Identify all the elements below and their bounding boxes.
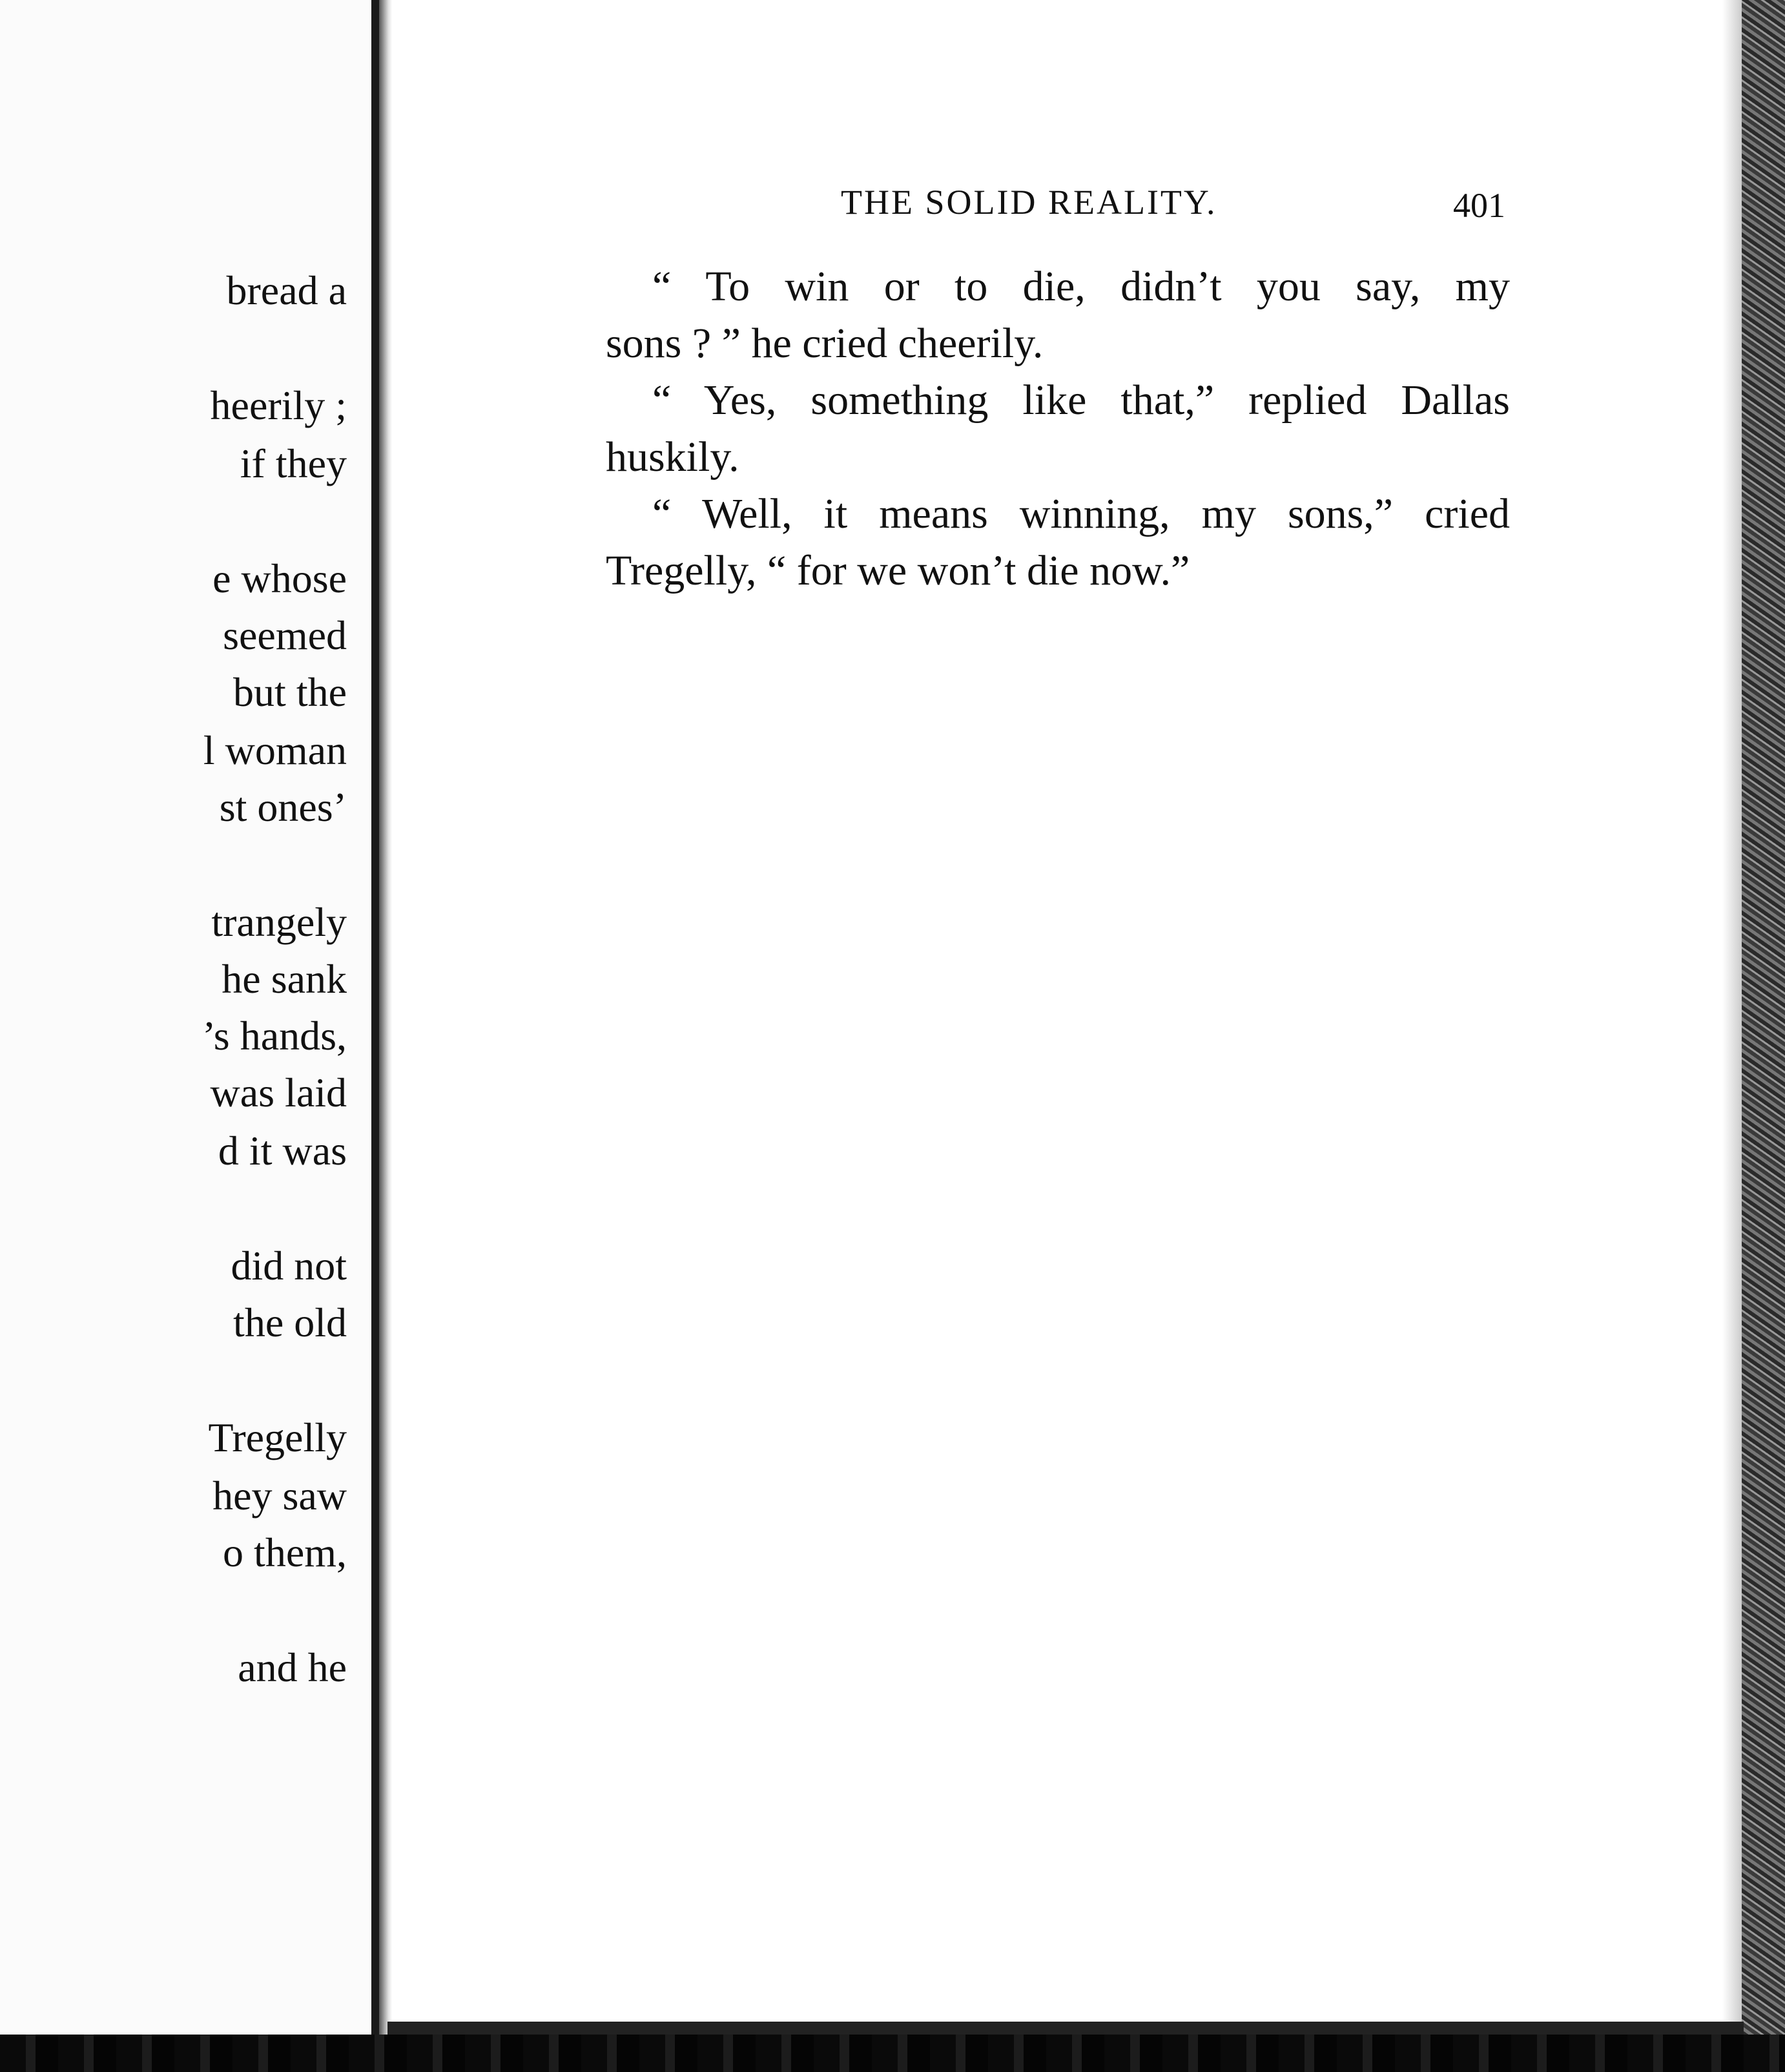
book-gutter-shadow <box>371 0 379 2035</box>
page-bottom-edge <box>387 2022 1744 2035</box>
running-head: THE SOLID REALITY. <box>841 183 1217 222</box>
left-page <box>0 0 371 2035</box>
left-page-line: hey saw <box>212 1473 347 1518</box>
page-number: 401 <box>1453 186 1505 225</box>
left-page-line: st ones’ <box>219 784 347 830</box>
left-page-line: did not <box>231 1243 347 1289</box>
left-page-line: bread a <box>226 267 347 313</box>
left-page-line: l woman <box>203 727 347 773</box>
left-page-line: he sank <box>222 956 347 1002</box>
left-page-line: o them, <box>223 1529 347 1575</box>
left-page-line: trangely <box>211 899 347 945</box>
left-page-line: was laid <box>210 1070 347 1115</box>
text-line: “ To win or to die, didn’t you say, my <box>652 263 1510 310</box>
text-line: huskily. <box>606 433 739 481</box>
left-page-line: e whose <box>212 555 347 601</box>
paragraph <box>606 258 1510 372</box>
left-page-line: the old <box>233 1300 347 1345</box>
text-line: sons ? ” he cried cheerily. <box>606 320 1044 367</box>
book-cover-edge <box>1742 0 1785 2035</box>
left-page-line: if they <box>240 440 347 486</box>
paragraph <box>606 372 1510 486</box>
body-text <box>606 258 1510 599</box>
left-page-line: Tregelly <box>208 1414 347 1460</box>
text-line: “ Well, it means winning, my sons,” cried <box>652 490 1510 537</box>
left-page-line: d it was <box>218 1128 347 1174</box>
book-gutter-fade <box>379 0 392 2035</box>
text-line: Tregelly, “ for we won’t die now.” <box>606 547 1190 594</box>
left-page-line: but the <box>233 669 347 715</box>
page-edge-shadow <box>1722 0 1742 2035</box>
left-page-line: heerily ; <box>210 382 347 428</box>
paragraph <box>606 486 1510 599</box>
text-line: “ Yes, something like that,” replied Dallas <box>652 377 1510 424</box>
scanner-bed-edge <box>0 2035 1785 2072</box>
left-page-line: seemed <box>223 612 347 658</box>
left-page-line: and he <box>238 1644 347 1690</box>
left-page-line: ’s hands, <box>202 1013 347 1059</box>
